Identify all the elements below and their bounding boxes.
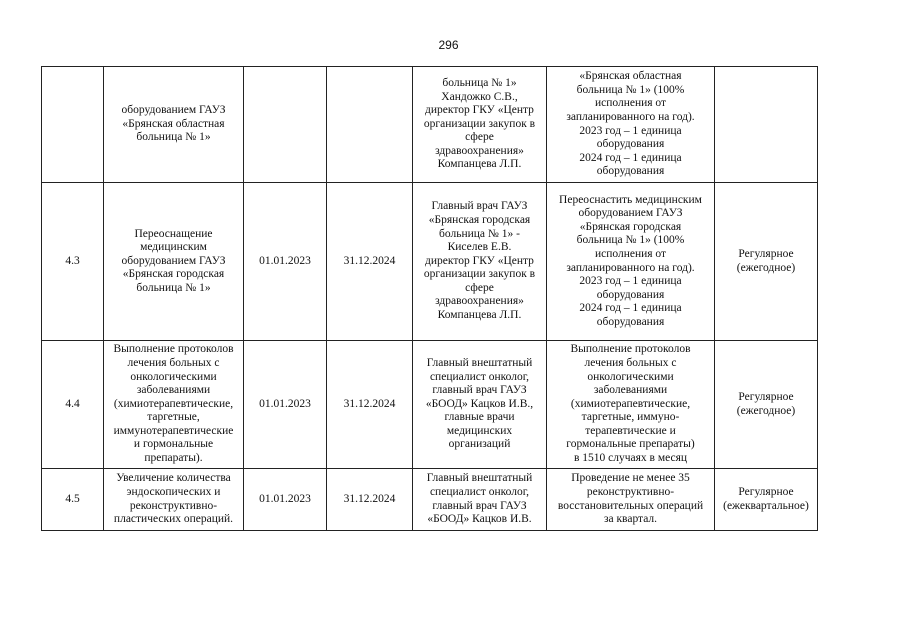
- page-number: 296: [438, 38, 459, 52]
- start-date-cell: [244, 67, 327, 183]
- table-row: [42, 341, 818, 469]
- end-date-cell: 31.12.2024: [327, 469, 413, 531]
- row-number-cell: 4.5: [42, 469, 104, 531]
- end-date-cell: 31.12.2024: [327, 341, 413, 469]
- event-cell: Выполнение протоколов лечения больных с онкологическими заболеваниями (химиотерапевтические, таргетные, иммунотерапевтические и гормональные препараты).: [104, 341, 244, 469]
- responsible-cell: Главный внештатный специалист онколог, главный врач ГАУЗ «БООД» Кацков И.В., главные врачи медицинских организаций: [413, 341, 547, 469]
- responsible-cell: Главный врач ГАУЗ «Брянская городская больница № 1» - Киселев Е.В. директор ГКУ «Центр организации закупок в сфере здравоохранения» Компанцева Л.П.: [413, 183, 547, 341]
- start-date-cell: 01.01.2023: [244, 183, 327, 341]
- end-date-cell: 31.12.2024: [327, 183, 413, 341]
- plan-table: [41, 66, 818, 531]
- result-cell: Проведение не менее 35 реконструктивно- восстановительных операций за квартал.: [547, 469, 715, 531]
- row-number-cell: [42, 67, 104, 183]
- row-number-cell: 4.4: [42, 341, 104, 469]
- frequency-cell: Регулярное (ежегодное): [715, 341, 818, 469]
- frequency-cell: Регулярное (ежегодное): [715, 183, 818, 341]
- table-row: [42, 469, 818, 531]
- result-cell: Выполнение протоколов лечения больных с онкологическими заболеваниями (химиотерапевтические, таргетные, иммуно- терапевтические и гормональные препараты) в 1510 случаях в месяц: [547, 341, 715, 469]
- table-row: [42, 183, 818, 341]
- responsible-cell: Главный внештатный специалист онколог, главный врач ГАУЗ «БООД» Кацков И.В.: [413, 469, 547, 531]
- responsible-cell: больница № 1» Хандожко С.В., директор ГКУ «Центр организации закупок в сфере здравоохранения» Компанцева Л.П.: [413, 67, 547, 183]
- table-row: [42, 67, 818, 183]
- event-cell: Переоснащение медицинским оборудованием ГАУЗ «Брянская городская больница № 1»: [104, 183, 244, 341]
- frequency-cell: [715, 67, 818, 183]
- result-cell: Переоснастить медицинским оборудованием ГАУЗ «Брянская городская больница № 1» (100% исполнения от запланированного на год). 2023 год – 1 единица оборудования 2024 год – 1 единица оборудования: [547, 183, 715, 341]
- start-date-cell: 01.01.2023: [244, 341, 327, 469]
- frequency-cell: Регулярное (ежеквартальное): [715, 469, 818, 531]
- end-date-cell: [327, 67, 413, 183]
- event-cell: оборудованием ГАУЗ «Брянская областная больница № 1»: [104, 67, 244, 183]
- row-number-cell: 4.3: [42, 183, 104, 341]
- start-date-cell: 01.01.2023: [244, 469, 327, 531]
- result-cell: «Брянская областная больница № 1» (100% исполнения от запланированного на год). 2023 год – 1 единица оборудования 2024 год – 1 единица оборудования: [547, 67, 715, 183]
- event-cell: Увеличение количества эндоскопических и реконструктивно- пластических операций.: [104, 469, 244, 531]
